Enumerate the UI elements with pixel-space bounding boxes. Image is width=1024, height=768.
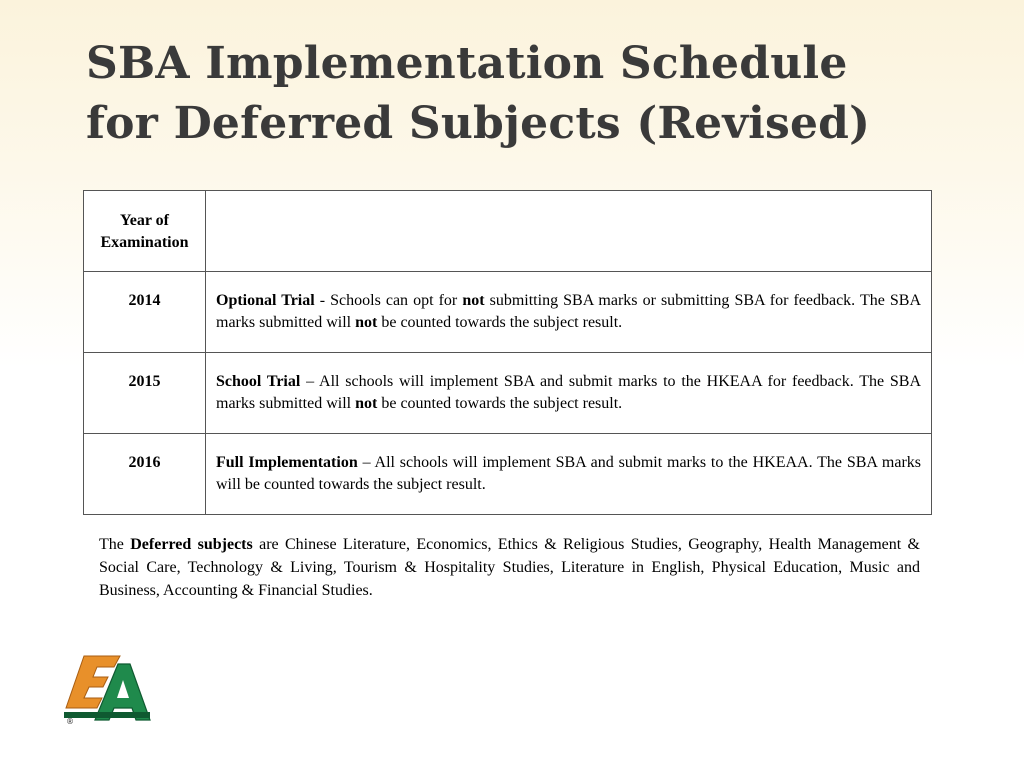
table-row (84, 353, 932, 434)
description-text: be counted towards the subject result. (377, 395, 623, 412)
description-text: – All schools will implement SBA and submit marks to the HKEAA. The SBA marks will be counted towards the subject result. (216, 454, 922, 493)
table-row (84, 434, 932, 515)
phase-label: School Trial (216, 373, 301, 390)
year-cell: 2015 (84, 353, 206, 434)
emphasis-text: not (355, 314, 378, 331)
year-column-header: Year of Examination (84, 191, 206, 272)
emphasis-text: not (462, 292, 485, 309)
table-row (84, 272, 932, 353)
hkeaa-logo-icon (62, 654, 154, 726)
emphasis-text: not (355, 395, 378, 412)
description-text: be counted towards the subject result. (377, 314, 623, 331)
table-header-row (84, 191, 932, 272)
implementation-schedule-table (83, 190, 932, 515)
slide-title (86, 34, 966, 154)
title-line-2: for Deferred Subjects (Revised) (86, 98, 871, 149)
phase-label: Optional Trial (216, 292, 315, 309)
note-text: are Chinese Literature, Economics, Ethics & Religious Studies, Geography, Health Management & Social Care, Technology & Living, Tourism & Hospitality Studies, Literature in English, Physical Education, Music and Business, Accounting & Financial Studies. (99, 536, 921, 599)
title-line-1: SBA Implementation Schedule (86, 38, 848, 89)
description-text: - Schools can opt for (314, 292, 463, 309)
year-cell: 2016 (84, 434, 206, 515)
deferred-subjects-note (99, 533, 920, 602)
description-cell (206, 353, 932, 434)
registered-mark: ® (66, 717, 74, 726)
description-column-header (206, 191, 932, 272)
description-cell (206, 272, 932, 353)
note-bold-term: Deferred subjects (130, 536, 253, 553)
year-cell: 2014 (84, 272, 206, 353)
note-prefix: The (99, 536, 131, 553)
description-text: – All schools will implement SBA and submit marks to the HKEAA for feedback. The SBA marks submitted will (216, 373, 922, 412)
description-text: submitting SBA marks or submitting SBA for feedback. The SBA marks submitted will (216, 292, 921, 331)
phase-label: Full Implementation (216, 454, 358, 471)
description-cell (206, 434, 932, 515)
